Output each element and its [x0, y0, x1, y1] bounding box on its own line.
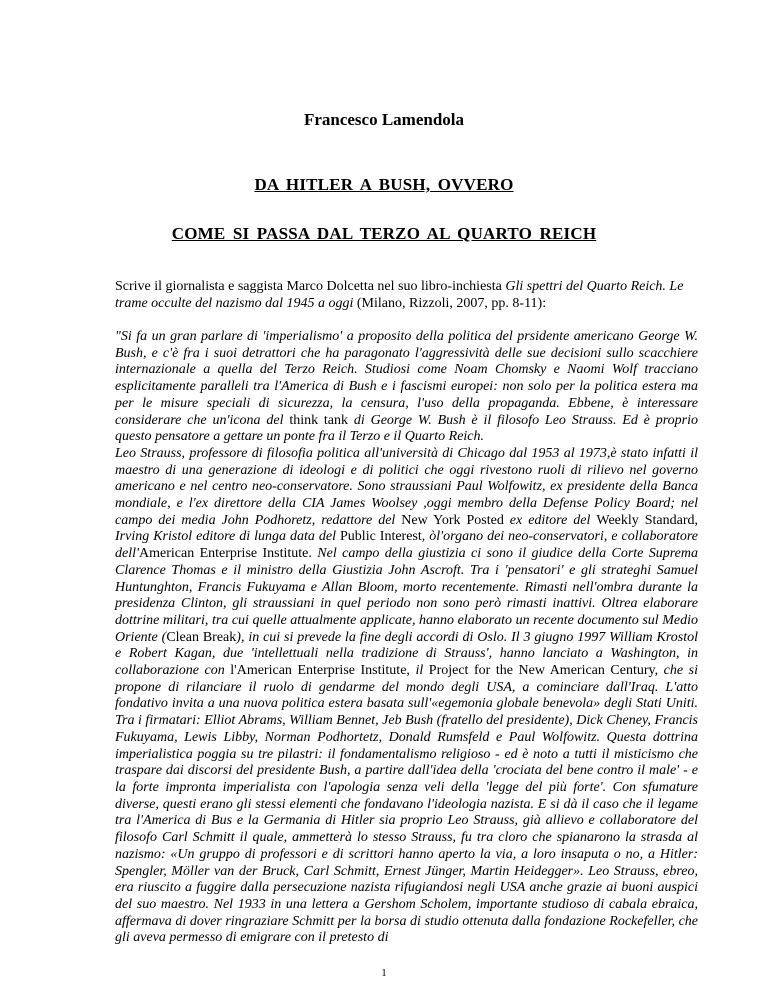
quote-text: òl'organo dei neo-conservatori, e collaboratore dell' — [115, 529, 699, 562]
book-title: Gli spettri del Quarto Reich. Le trame occulte del nazismo dal 1945 a oggi — [115, 279, 684, 311]
intro-text-before: Scrive il giornalista e saggista Marco Dolcetta nel suo libro-inchiesta — [115, 279, 506, 294]
quote-upright-text: think tank — [289, 412, 349, 428]
quote-block — [115, 329, 698, 947]
quote-text: Irving Kristol editore di lunga data del — [115, 529, 341, 545]
document-title-line2: COME SI PASSA DAL TERZO AL QUARTO REICH — [171, 224, 597, 243]
author-name: Francesco Lamendola — [303, 110, 465, 129]
quote-upright-text: New York Posted — [401, 512, 504, 528]
quote-text: ex editore del — [503, 512, 597, 528]
intro-paragraph — [115, 279, 698, 312]
quote-upright-text: l'American Enterprise Institute, — [230, 663, 410, 679]
quote-text: Nel campo della giustizia ci sono il giudice della Corte Suprema Clarence Thomas e il ministro della Giustizia John Ascroft. Tra i 'pensatori' e gli strateghi Samuel Huntunghton, Francis Fukuyama e Allan Bloom, morto recentemente. Rimasti nell'ombra durante la presidenza Clinton, gli straussiani in quel periodo non sono però rimasti inattivi. Oltrea elaborare dottrine militari, tra cui quelle attualmente applicate, hanno elaborato un recente documento sul Medio Oriente ( — [115, 546, 699, 645]
quote-text: ), in cui si prevede la fine degli accordi di Oslo. Il 3 giugno 1997 William Krostol e Robert Kagan, due 'intellettuali nella tradizione di Strauss', hanno lanciato a Washington, in collaborazione con — [115, 629, 698, 679]
quote-upright-text: Clean Break — [166, 629, 237, 645]
intro-text-after: (Milano, Rizzoli, 2007, pp. 8-11): — [353, 295, 547, 311]
quote-text: Leo Strauss, professore di filosofia politica all'università di Chicago dal 1953 al 1973,è stato infatti il maestro di una generazione di ideologi e di politici che oggi rivestono ruoli di rilievo nel governo americano e nel centro neo-conservatore. Sono straussiani Paul Wolfowitz, ex presidente della Banca mondiale, e l'ex direttore della CIA James Woolsey ,oggi membro della Defense Policy Board; nel campo dei media John Podhoretz, redattore del — [115, 445, 698, 528]
page-number: 1 — [381, 967, 387, 979]
document-title-line1: DA HITLER A BUSH, OVVERO — [254, 175, 514, 194]
quote-upright-text: Public Interest, — [340, 529, 426, 545]
quote-paragraph-2 — [115, 446, 698, 947]
quote-upright-text: Weekly Standard, — [596, 512, 698, 528]
quote-text: che si propone di rilanciare il ruolo di gendarme del mondo degli USA, a cominciare dall'Iraq. L'atto fondativo invita a una nuova politica estera basata sull'«egemonia globale benevola» degli Stati Uniti. Tra i firmatari: Elliot Abrams, William Bennet, Jeb Bush (fratello del presidente), Dick Cheney, Francis Fukuyama, Lewis Libby, Norman Podhortetz, Donald Rumsfeld e Paul Wolfowitz. Questa dottrina imperialistica poggia su tre pilastri: il fondamentalismo religioso - ed è noto a tutti il misticismo che traspare dai discorsi del presidente Bush, a partire dall'idea della 'crociata del bene contro il male' - e la forte impronta imperialista con l'apologia senza veli della 'legge del più forte'. Con sfumature diverse, questi erano gli stessi elementi che fondavano l'ideologia nazista. E si dà il caso che il legame tra l'America di Bus e la Germania di Hitler sia proprio Leo Strauss, già allievo e collaboratore del filosofo Carl Schmitt il quale, ammetterà lo stesso Strauss, fu tra cloro che spianarono la strasda al nazismo: «Un gruppo di professori e di scrittori hanno aperto la via, a loro insaputa o no, a Hitler: Spengler, Möller van der Bruck, Carl Schmitt, Ernest Jünger, Martin Heidegger». Leo Strauss, ebreo, era riuscito a fuggire dalla persecuzione nazista rifugiandosi negli USA anche grazie ai buoni auspici del suo maestro. Nel 1933 in una lettera a Gershom Scholem, importante studioso di cabala ebraica, affermava di dover ringraziare Schmitt per la borsa di studio ottenuta dalla fondazione Rockefeller, che gli aveva permesso di emigrare con il pretesto di — [115, 663, 698, 946]
quote-upright-text: American Enterprise Institute. — [139, 546, 312, 562]
quote-text: di George W. Bush è il filosofo Leo Strauss. Ed è proprio questo pensatore a gettare un ponte fra il Terzo e il Quarto Reich. — [115, 412, 698, 445]
quote-upright-text: Project for the New American Century, — [428, 663, 659, 679]
quote-text: "Si fa un gran parlare di 'imperialismo' a proposito della politica del prsidente americano George W. Bush, e c'è fra i suoi detrattori che ha paragonato l'aggressività delle sue decisioni sullo scacchiere internazionale a quella del Terzo Reich. Studiosi come Noam Chomsky e Naomi Wolf tracciano esplicitamente paralleli tra l'America di Bush e i fascismi europei: non solo per la politica estera ma per le misure speciali di sicurezza, la censura, l'uso della propaganda. Ebbene, è interessare considerare che un'icona del — [115, 329, 698, 428]
quote-text: il — [409, 663, 429, 679]
quote-paragraph-1 — [115, 329, 698, 446]
